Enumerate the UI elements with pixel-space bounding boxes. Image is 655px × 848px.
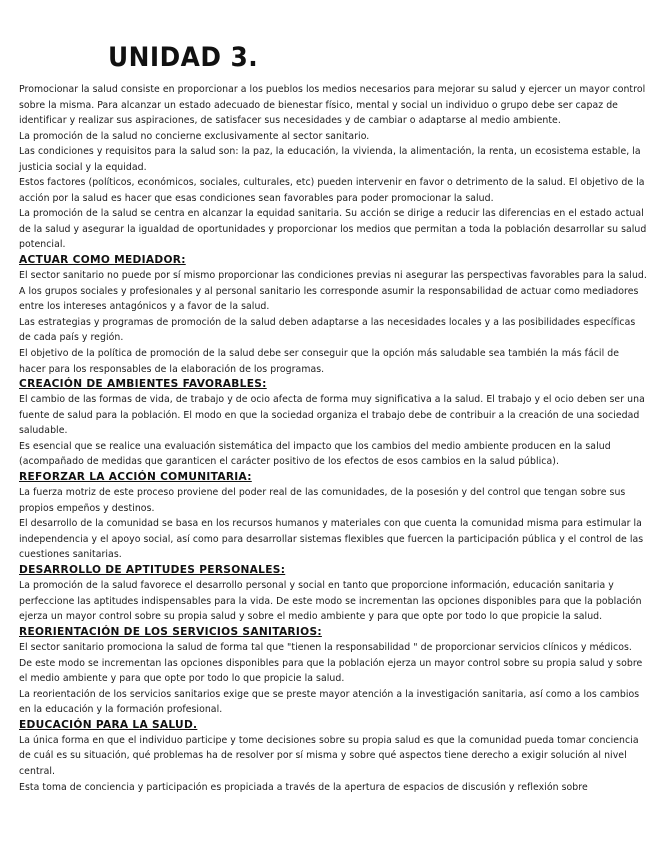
intro-paragraph: La promoción de la salud no concierne exclusivamente al sector sanitario.: [19, 130, 370, 142]
section-heading-comunitaria: REFORZAR LA ACCIÓN COMUNITARIA:: [19, 470, 252, 483]
intro-paragraph: La promoción de la salud se centra en alcanzar la equidad sanitaria. Su acción se dirige a reducir las diferencias en el estado actual de la salud y asegurar la igualdad de oportunidades y proporcionar los medios que permitan a toda la población desarrollar su salud potencial.: [19, 208, 647, 251]
section-paragraph: El sector sanitario no puede por sí mismo proporcionar las condiciones previas ni asegurar las perspectivas favorables para la salud. A los grupos sociales y profesionales y al personal sanitario les corresponde asumir la responsabilidad de actuar como mediadores entre los intereses antagónicos y a favor de la salud.: [19, 270, 647, 313]
section-paragraph: La reorientación de los servicios sanitarios exige que se preste mayor atención a la investigación sanitaria, así como a los cambios en la educación y la formación profesional.: [19, 688, 640, 716]
section-heading-aptitudes: DESARROLLO DE APTITUDES PERSONALES:: [19, 563, 286, 576]
section-paragraph: La única forma en que el individuo participe y tome decisiones sobre su propia salud es que la comunidad pueda tomar conciencia de cuál es su situación, qué problemas ha de resolver por sí misma y sobre qué aspectos tiene derecho a exigir solución al nivel central.: [19, 734, 639, 777]
section-paragraph: Las estrategias y programas de promoción de la salud deben adaptarse a las necesidades locales y a las posibilidades específicas de cada país y región.: [19, 316, 636, 344]
section-paragraph: La promoción de la salud favorece el desarrollo personal y social en tanto que proporcione información, educación sanitaria y perfeccione las aptitudes indispensables para la vida. De este modo se incrementan las opciones disponibles para que la población ejerza un mayor control sobre su propia salud y sobre el medio ambiente y para que opte por todo lo que propicie la salud.: [19, 580, 642, 623]
section-heading-ambientes: CREACIÓN DE AMBIENTES FAVORABLES:: [19, 378, 267, 391]
section-paragraph: El desarrollo de la comunidad se basa en los recursos humanos y materiales con que cuenta la comunidad misma para estimular la independencia y el apoyo social, así como para desarrollar sistemas flexibles que fuercen la participación pública y el control de las cuestiones sanitarias.: [19, 518, 644, 561]
section-paragraph: El cambio de las formas de vida, de trabajo y de ocio afecta de forma muy significativa a la salud. El trabajo y el ocio deben ser una fuente de salud para la población. El modo en que la sociedad organiza el trabajo debe de contribuir a la creación de una sociedad saludable.: [19, 394, 645, 437]
section-paragraph: El objetivo de la política de promoción de la salud debe ser conseguir que la opción más saludable sea también la más fácil de hacer para los responsables de la elaboración de los programas.: [19, 347, 620, 375]
section-heading-educacion: EDUCACIÓN PARA LA SALUD.: [19, 718, 198, 731]
section-heading-reorientacion: REORIENTACIÓN DE LOS SERVICIOS SANITARIOS:: [19, 625, 322, 638]
intro-paragraph: Estos factores (políticos, económicos, sociales, culturales, etc) pueden intervenir en favor o detrimento de la salud. El objetivo de la acción por la salud es hacer que esas condiciones sean favorables para poder promocionar la salud.: [19, 177, 645, 204]
intro-paragraph: Promocionar la salud consiste en proporcionar a los pueblos los medios necesarios para mejorar su salud y ejercer un mayor control sobre la misma. Para alcanzar un estado adecuado de bienestar físico, mental y social un individuo o grupo debe ser capaz de identificar y realizar sus aspiraciones, de satisfacer sus necesidades y de cambiar o adaptarse al medio ambiente.: [19, 84, 646, 127]
intro-paragraph: Las condiciones y requisitos para la salud son: la paz, la educación, la vivienda, la alimentación, la renta, un ecosistema estable, la justicia social y la equidad.: [19, 146, 641, 173]
section-paragraph: La fuerza motriz de este proceso proviene del poder real de las comunidades, de la posesión y del control que tengan sobre sus propios empeños y destinos.: [19, 487, 626, 514]
section-paragraph: El sector sanitario promociona la salud de forma tal que "tienen la responsabilidad " de proporcionar servicios clínicos y médicos. De este modo se incrementan las opciones disponibles para que la población ejerza un mayor control sobre su propia salud y sobre el medio ambiente y para que opte por todo lo que propicie la salud.: [19, 641, 643, 685]
document-body: [19, 82, 647, 795]
section-heading-mediador: ACTUAR COMO MEDIADOR:: [19, 254, 186, 267]
section-paragraph: Es esencial que se realice una evaluación sistemática del impacto que los cambios del medio ambiente producen en la salud (acompañado de medidas que garanticen el carácter positivo de los efectos de esos cambios en la salud pública).: [19, 440, 611, 468]
section-paragraph: Esta toma de conciencia y participación es propiciada a través de la apertura de espacios de discusión y reflexión sobre: [19, 781, 588, 793]
page-title: UNIDAD 3.: [108, 42, 259, 73]
